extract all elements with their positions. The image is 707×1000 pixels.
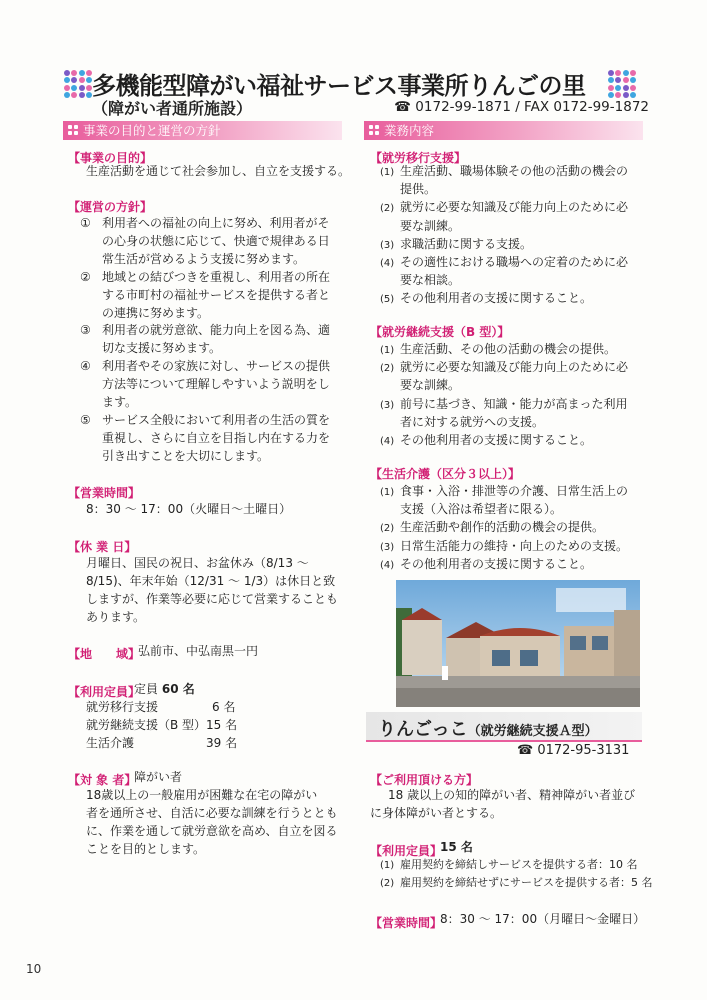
- capacity-label: 定員: [134, 682, 159, 696]
- eligible-line-1: 18 歳以上の知的障がい者、精神障がい者並び: [388, 788, 636, 802]
- item-text: 生産活動、職場体験その他の活動の機会の: [400, 164, 629, 178]
- item-text: 要な相談。: [400, 273, 461, 288]
- item-number: ①: [80, 216, 91, 230]
- list-item-line: [380, 431, 592, 452]
- item-number: (2): [380, 878, 395, 889]
- band-dots-icon: [369, 125, 379, 135]
- list-item-line: [80, 268, 330, 287]
- capacity-total-value: 60 名: [161, 682, 195, 696]
- ringokko-title: [378, 715, 598, 741]
- item-number: ③: [80, 323, 91, 338]
- list-item-line: [80, 393, 137, 412]
- list-item-line: [80, 232, 330, 251]
- item-text: 就労に必要な知識及び能力向上のために必: [400, 200, 629, 215]
- item-text: 前号に基づき、知識・能力が高まった利用: [400, 396, 628, 411]
- page-title: 多機能型障がい福祉サービス事業所りんごの里: [92, 72, 586, 100]
- item-text: 利用者への福祉の向上に努め、利用者がそ: [102, 216, 330, 230]
- transition-heading: 【就労移行支援】: [370, 151, 467, 165]
- item-number: (2): [380, 363, 395, 375]
- item-number: (1): [380, 167, 395, 178]
- item-text: 要な訓練。: [400, 378, 461, 393]
- capacity-row-value: 6 名: [212, 700, 236, 714]
- title-dots-right-icon: [608, 70, 636, 98]
- list-item-line: [80, 447, 269, 466]
- item-text: の連携に努めます。: [102, 305, 210, 320]
- item-text: 雇用契約を締結せずにサービスを提供する者：5 名: [400, 876, 653, 889]
- item-number: (3): [380, 239, 395, 251]
- capacity-row-name: 就労継続支援（B 型）: [86, 718, 207, 732]
- list-item-line: [80, 321, 330, 340]
- item-text: 地域との結びつきを重視し、利用者の所在: [102, 269, 331, 284]
- band-label: 事業の目的と運営の方針: [83, 123, 221, 138]
- band-dots-icon: [68, 125, 78, 135]
- item-number: (4): [380, 559, 395, 571]
- list-item-line: [80, 357, 330, 376]
- item-number: (1): [380, 860, 395, 871]
- ringokko-hours-text: 8：30 〜 17：00（月曜日〜金曜日）: [440, 912, 646, 926]
- eligible-heading: 【ご利用頂ける方】: [370, 773, 479, 787]
- item-text: 就労に必要な知識及び能力向上のために必: [400, 360, 629, 375]
- ringokko-title-box: [366, 712, 642, 742]
- item-text: 求職活動に関する支援。: [400, 236, 533, 251]
- holidays-line-3: しますが、作業等必要に応じて営業することも: [86, 592, 339, 606]
- facility-photo: [396, 580, 640, 707]
- list-item-line: [80, 339, 221, 358]
- item-text: 方法等について理解しやすいよう説明をし: [102, 377, 330, 392]
- item-number: ④: [80, 359, 91, 374]
- item-text: 食事・入浴・排泄等の介護、日常生活上の: [400, 484, 629, 498]
- phone-icon: ☎: [517, 743, 534, 758]
- continuation-heading: 【就労継続支援（B 型）】: [370, 325, 510, 339]
- target-value: 障がい者: [134, 770, 183, 784]
- list-item-line: [380, 413, 544, 432]
- eligible-line-2: に身体障がい者とする。: [370, 806, 503, 820]
- capacity-total: [134, 680, 195, 699]
- purpose-text: 生産活動を通じて社会参加し、自立を支援する。: [86, 164, 351, 178]
- item-text: 切な支援に努めます。: [102, 341, 222, 356]
- item-number: (5): [380, 294, 395, 306]
- item-text: 要な訓練。: [400, 218, 461, 233]
- item-text: 支援（入浴は希望者に限る）。: [400, 502, 563, 517]
- item-number: (3): [380, 541, 395, 553]
- item-text: 生産活動や創作的活動の機会の提供。: [400, 520, 605, 535]
- item-text: ます。: [102, 395, 138, 409]
- hours-text: 8：30 〜 17：00（火曜日〜土曜日）: [86, 502, 292, 516]
- list-item-line: [380, 217, 460, 236]
- item-text: サービス全般において利用者の生活の質を: [102, 412, 331, 427]
- holidays-line-4: あります。: [86, 610, 146, 624]
- band-services: [364, 121, 643, 140]
- item-text: 重視し、さらに自立を目指し内在する力を: [102, 430, 331, 445]
- care-heading: 【生活介護（区分３以上）】: [370, 467, 521, 481]
- item-number: (2): [380, 523, 395, 535]
- list-item-line: [380, 271, 460, 290]
- item-text: その他利用者の支援に関すること。: [400, 433, 593, 447]
- item-text: 常生活が営めるよう支援に努めます。: [102, 251, 306, 266]
- holidays-heading: 【休 業 日】: [68, 540, 137, 554]
- list-item-line: [80, 214, 330, 233]
- item-text: その他利用者の支援に関すること。: [400, 556, 593, 571]
- item-number: (3): [380, 399, 395, 411]
- ringokko-phone: [517, 742, 629, 761]
- purpose-heading: 【事業の目的】: [68, 151, 153, 165]
- item-number: (4): [380, 258, 395, 269]
- list-item-line: [380, 376, 460, 395]
- page-number: 10: [26, 962, 42, 976]
- item-text: その他利用者の支援に関すること。: [400, 291, 593, 306]
- capacity-row-value: 39 名: [206, 736, 238, 750]
- list-item-line: [80, 250, 305, 269]
- item-number: ②: [80, 269, 91, 284]
- item-text: 者に対する就労への支援。: [400, 414, 545, 429]
- item-text: 雇用契約を締結しサービスを提供する者：10 名: [400, 858, 638, 871]
- facility-photo-drawing: [396, 580, 640, 707]
- item-number: (4): [380, 436, 395, 447]
- item-number: (1): [380, 487, 395, 498]
- target-line-4: ことを目的とします。: [86, 842, 206, 856]
- phone-fax: [394, 99, 649, 115]
- ringokko-capacity-value: 15 名: [440, 840, 473, 854]
- holidays-line-1: 月曜日、国民の祝日、お盆休み（8/13 〜: [86, 556, 309, 570]
- policy-heading: 【運営の方針】: [68, 200, 153, 214]
- target-heading: 【対 象 者】: [68, 773, 137, 787]
- area-text: 弘前市、中弘南黒一円: [138, 644, 259, 658]
- item-text: 提供。: [400, 182, 437, 197]
- item-text: その適性における職場への定着のために必: [400, 255, 629, 269]
- capacity-heading: 【利用定員】: [68, 685, 141, 699]
- item-text: 利用者の就労意欲、能力向上を図る為、適: [102, 323, 331, 338]
- item-number: (1): [380, 345, 395, 356]
- ringokko-phone-number: 0172-95-3131: [537, 743, 630, 758]
- phone-icon: ☎: [394, 99, 411, 115]
- list-item-line: [80, 304, 209, 323]
- title-dots-left-icon: [64, 70, 92, 98]
- item-number: (2): [380, 203, 395, 215]
- list-item-line: [380, 555, 592, 576]
- target-line-1: 18歳以上の一般雇用が困難な在宅の障がい: [86, 788, 318, 802]
- ringokko-capacity-item: [380, 856, 638, 876]
- capacity-row-name: 生活介護: [86, 736, 135, 750]
- hours-heading: 【営業時間】: [68, 486, 141, 500]
- ringokko-hours-heading: 【営業時間】: [370, 916, 443, 930]
- list-item-line: [80, 375, 330, 394]
- item-text: の心身の状態に応じて、快適で規律ある日: [102, 233, 330, 248]
- capacity-row-name: 就労移行支援: [86, 700, 159, 714]
- item-text: 生産活動、その他の活動の機会の提供。: [400, 342, 617, 356]
- item-text: 日常生活能力の維持・向上のための支援。: [400, 538, 629, 553]
- target-line-3: に、作業を通して就労意欲を高め、自立を図る: [86, 824, 338, 838]
- list-item-line: [380, 289, 592, 310]
- list-item-line: [80, 429, 330, 448]
- item-text: 利用者やその家族に対し、サービスの提供: [102, 359, 331, 374]
- ringokko-name: りんごっこ: [378, 719, 468, 740]
- list-item-line: [80, 286, 330, 305]
- capacity-row-value: 15 名: [206, 718, 238, 732]
- band-label: 業務内容: [384, 123, 435, 138]
- band-purpose-policy: [63, 121, 342, 140]
- phone-fax-number: 0172-99-1871 / FAX 0172-99-1872: [415, 99, 649, 115]
- ringokko-capacity-item: [380, 874, 653, 894]
- area-heading: 【地 域】: [68, 647, 141, 661]
- item-text: する市町村の福祉サービスを提供する者と: [102, 287, 331, 302]
- page-subtitle: （障がい者通所施設）: [92, 99, 253, 118]
- list-item-line: [80, 411, 330, 430]
- list-item-line: [380, 180, 436, 199]
- item-text: 引き出すことを大切にします。: [102, 448, 270, 463]
- ringokko-subtitle: （就労継続支援Ａ型）: [467, 724, 598, 739]
- holidays-line-2: 8/15)、年末年始（12/31 〜 1/3）は休日と致: [86, 574, 336, 588]
- target-line-2: 者を通所させ、自活に必要な訓練を行うととも: [86, 806, 338, 820]
- list-item-line: [380, 500, 562, 519]
- ringokko-capacity-heading: 【利用定員】: [370, 844, 443, 858]
- item-number: ⑤: [80, 412, 91, 427]
